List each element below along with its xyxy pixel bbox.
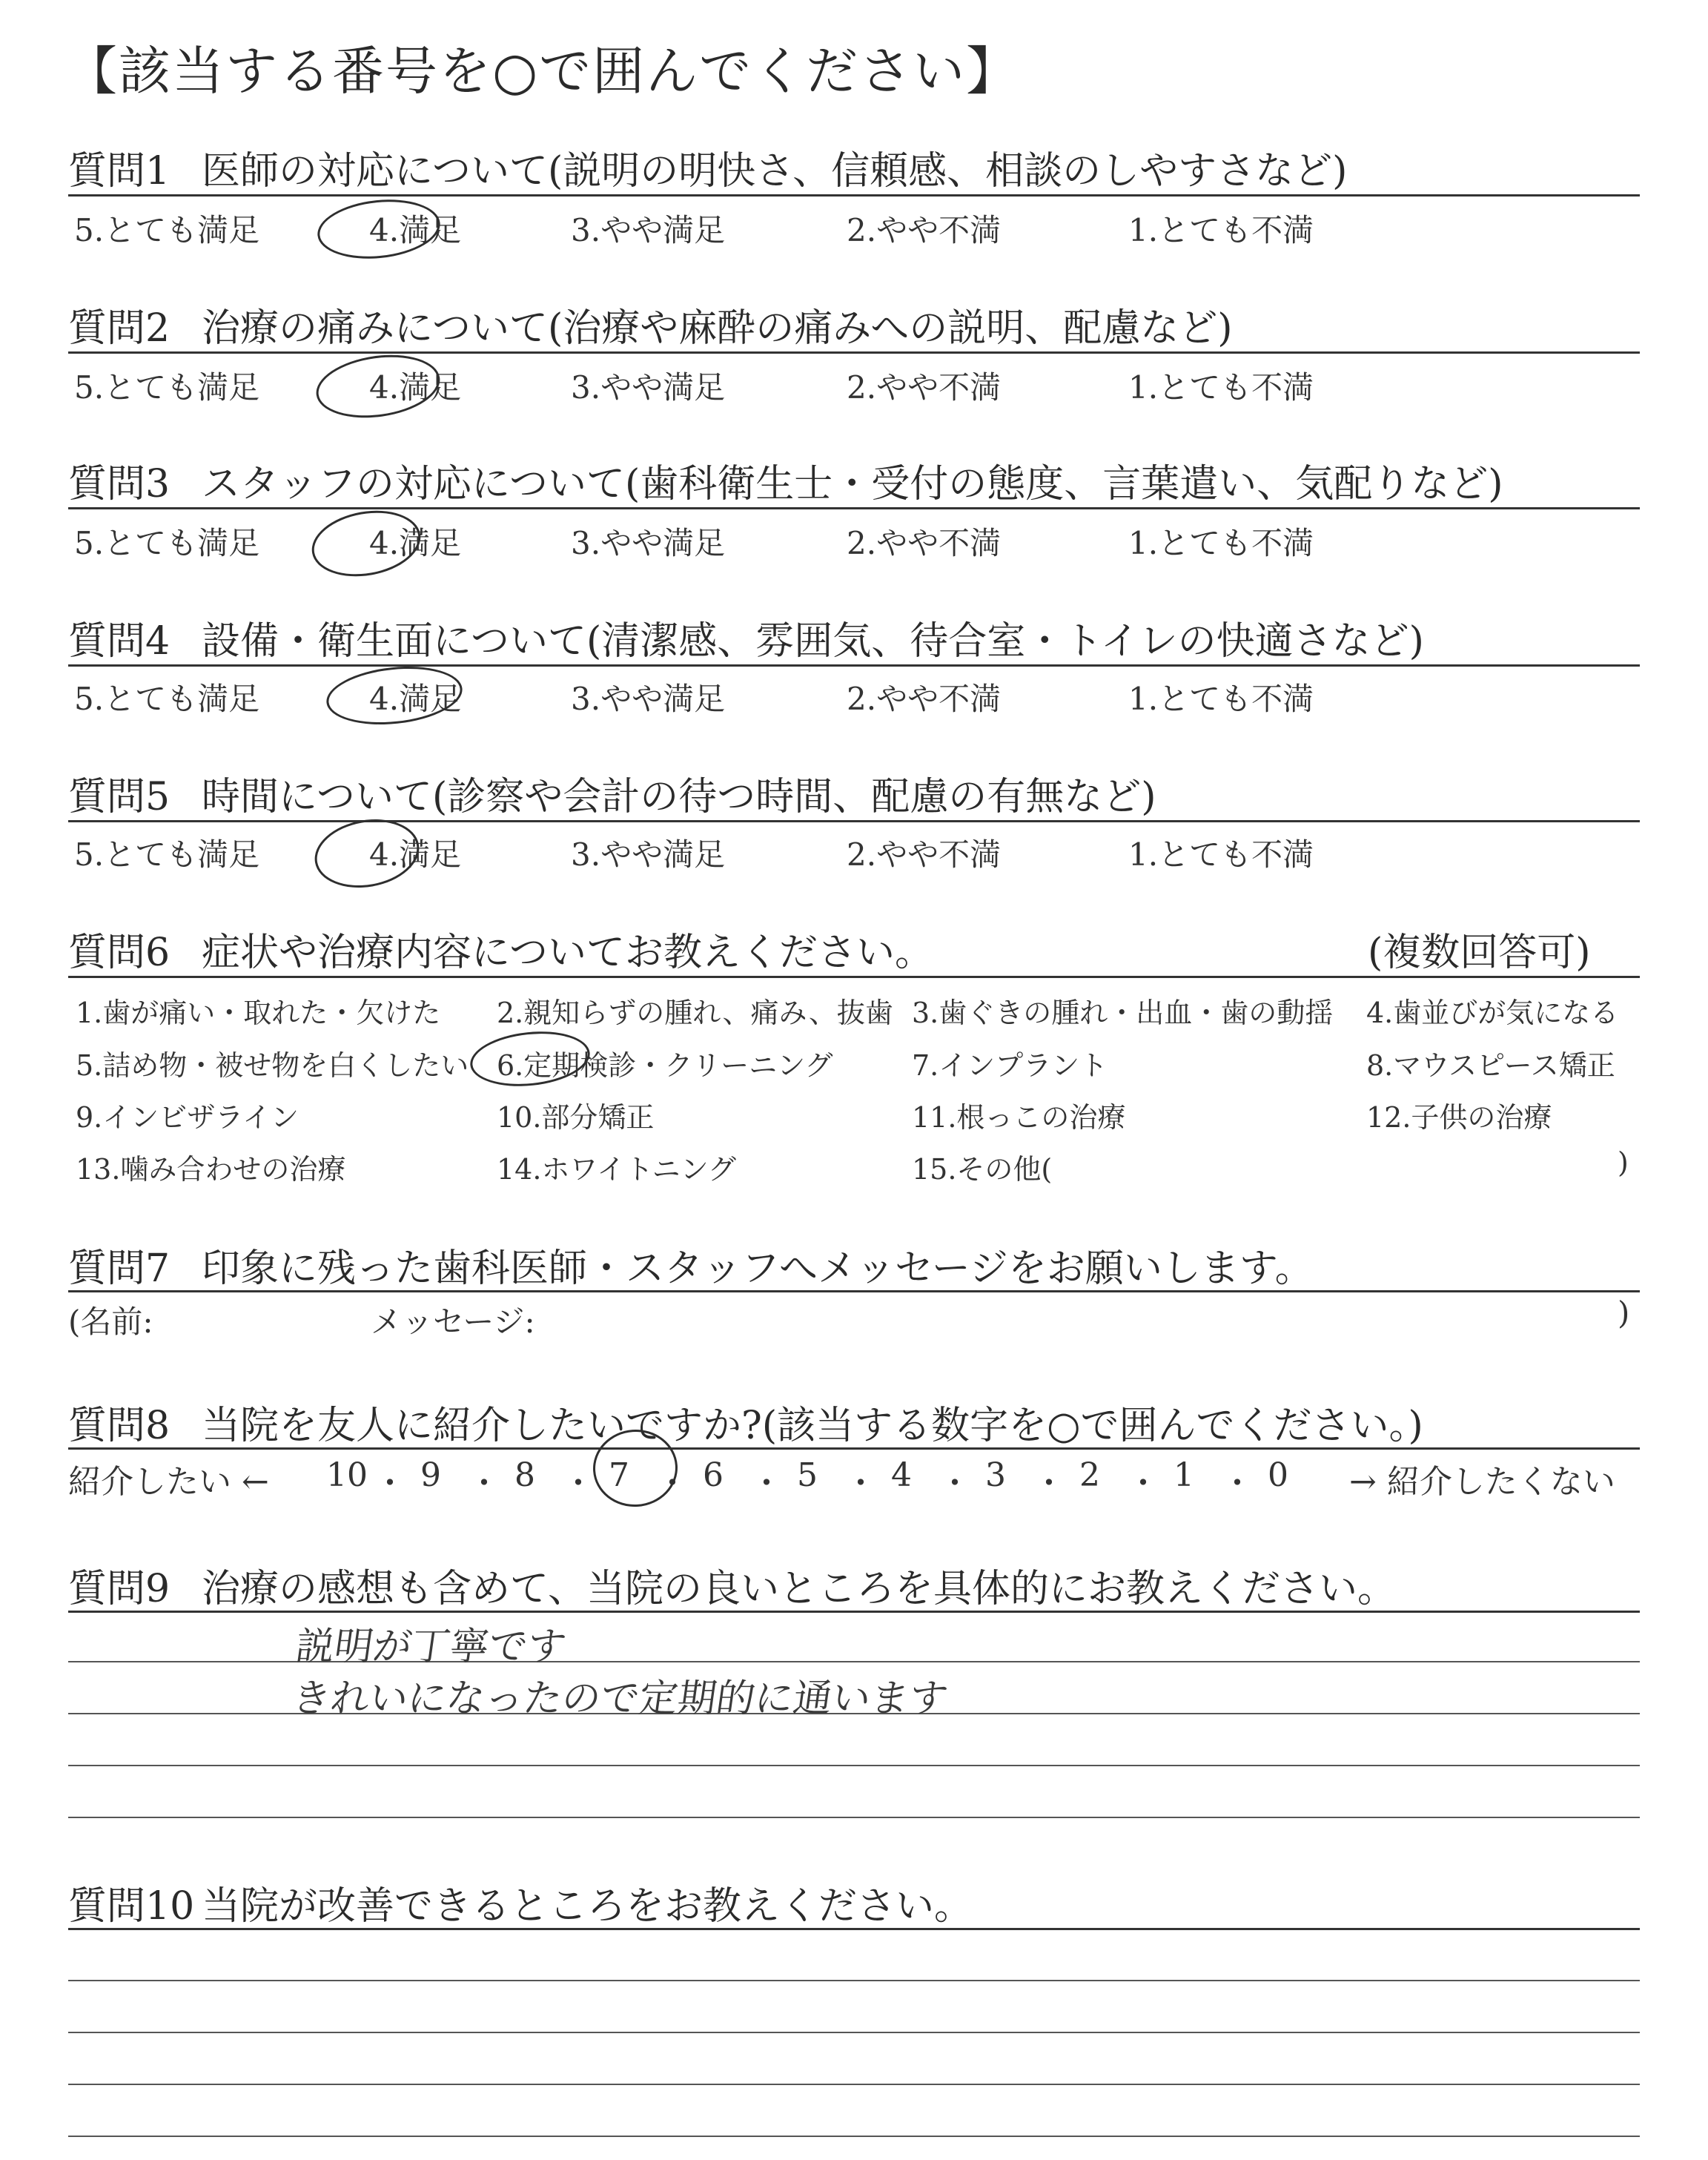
q8-scale-8[interactable]: 8: [514, 1456, 535, 1494]
question-number: 質問8: [68, 1404, 171, 1448]
question-text: 当院が改善できるところをお教えください。: [202, 1884, 973, 1929]
q8-scale-9[interactable]: 9: [420, 1456, 441, 1494]
q2-selection-circle: [312, 348, 444, 426]
answer-line: [68, 2032, 1640, 2033]
q6-option-9[interactable]: 9.インビザライン: [76, 1101, 299, 1134]
q8-right-label: → 紹介したくない: [1349, 1463, 1615, 1501]
divider: [68, 194, 1640, 196]
handwritten-answer-line-1: 説明が丁寧です: [293, 1625, 569, 1669]
q7-close-paren: ): [1618, 1295, 1630, 1331]
answer-line: [68, 1765, 1640, 1766]
divider: [68, 1447, 1640, 1450]
q4-option-5[interactable]: 5.とても満足: [74, 681, 260, 717]
q6-option-14[interactable]: 14.ホワイトニング: [497, 1153, 737, 1186]
divider: [68, 664, 1640, 667]
question-5-title: [68, 765, 1156, 821]
q6-option-4[interactable]: 4.歯並びが気になる: [1366, 997, 1619, 1029]
question-number: 質問3: [68, 462, 171, 506]
question-text: 設備・衛生面について(清潔感、雰囲気、待合室・トイレの快適さなど): [202, 619, 1424, 664]
question-text: 医師の対応について(説明の明快さ、信頼感、相談のしやすさなど): [202, 149, 1348, 194]
question-number: 質問6: [68, 931, 171, 975]
q8-scale-separator: ・: [656, 1464, 689, 1502]
divider: [68, 820, 1640, 822]
q5-selection-circle: [309, 811, 424, 895]
q3-option-4[interactable]: 4.満足: [369, 525, 462, 561]
q6-option-6[interactable]: 6.定期検診・クリーニング: [497, 1049, 833, 1082]
q1-option-5[interactable]: 5.とても満足: [74, 212, 260, 248]
question-text: 当院を友人に紹介したいですか?(該当する数字を○で囲んでください。): [202, 1404, 1423, 1448]
q3-option-1[interactable]: 1.とても不満: [1128, 525, 1314, 561]
q6-other-close-paren: ): [1618, 1146, 1629, 1179]
question-text: 時間について(診察や会計の待つ時間、配慮の有無など): [202, 775, 1156, 819]
q8-scale-separator: ・: [750, 1464, 783, 1502]
q1-option-3[interactable]: 3.やや満足: [571, 212, 726, 248]
q3-option-3[interactable]: 3.やや満足: [571, 525, 726, 561]
q6-option-12[interactable]: 12.子供の治療: [1366, 1101, 1552, 1134]
q8-scale-separator: ・: [1221, 1464, 1254, 1502]
q8-scale-separator: ・: [1033, 1464, 1065, 1502]
q8-scale-7[interactable]: 7: [609, 1456, 629, 1494]
question-number: 質問7: [68, 1246, 171, 1291]
q8-scale-3[interactable]: 3: [985, 1456, 1006, 1494]
q8-scale-6[interactable]: 6: [703, 1456, 724, 1494]
q6-option-3[interactable]: 3.歯ぐきの腫れ・出血・歯の動揺: [912, 997, 1334, 1029]
q8-scale-0[interactable]: 0: [1268, 1456, 1288, 1494]
q4-option-3[interactable]: 3.やや満足: [571, 681, 726, 717]
q8-scale-5[interactable]: 5: [797, 1456, 818, 1494]
question-6-title: [68, 921, 933, 977]
q7-message-label: メッセージ:: [371, 1304, 535, 1340]
q1-selection-circle: [314, 194, 443, 265]
question-number: 質問1: [68, 149, 171, 194]
q3-selection-circle: [307, 503, 426, 584]
q1-option-2[interactable]: 2.やや不満: [847, 212, 1002, 248]
q8-scale-separator: ・: [374, 1464, 406, 1502]
q8-scale-separator: ・: [939, 1464, 971, 1502]
q1-option-1[interactable]: 1.とても不満: [1128, 212, 1314, 248]
q5-option-1[interactable]: 1.とても不満: [1128, 836, 1314, 873]
q6-option-15[interactable]: 15.その他(: [912, 1153, 1053, 1186]
q8-scale-10[interactable]: 10: [326, 1456, 368, 1494]
q5-option-4[interactable]: 4.満足: [369, 836, 462, 873]
question-3-title: [68, 452, 1503, 508]
question-text: 治療の感想も含めて、当院の良いところを具体的にお教えください。: [202, 1567, 1396, 1611]
q3-option-2[interactable]: 2.やや不満: [847, 525, 1002, 561]
q4-option-4[interactable]: 4.満足: [369, 681, 462, 717]
q4-option-2[interactable]: 2.やや不満: [847, 681, 1002, 717]
q8-scale-separator: ・: [562, 1464, 595, 1502]
divider: [68, 351, 1640, 354]
q4-option-1[interactable]: 1.とても不満: [1128, 681, 1314, 717]
question-number: 質問5: [68, 775, 171, 819]
answer-line: [68, 1980, 1640, 1981]
q4-selection-circle: [324, 661, 466, 731]
q6-option-8[interactable]: 8.マウスピース矯正: [1366, 1049, 1615, 1082]
q6-option-1[interactable]: 1.歯が痛い・取れた・欠けた: [76, 997, 441, 1029]
question-7-title: [68, 1237, 1314, 1292]
q8-scale-separator: ・: [1127, 1464, 1159, 1502]
question-2-title: [68, 297, 1233, 352]
q2-option-2[interactable]: 2.やや不満: [847, 369, 1002, 406]
q6-option-11[interactable]: 11.根っこの治療: [912, 1101, 1126, 1134]
multiple-answers-note: (複数回答可): [1368, 931, 1591, 975]
q8-scale-4[interactable]: 4: [891, 1456, 912, 1494]
question-8-title: [68, 1394, 1423, 1450]
q8-scale-1[interactable]: 1: [1174, 1456, 1194, 1494]
q7-name-label: (名前:: [68, 1304, 153, 1340]
divider: [68, 1290, 1640, 1292]
instruction-heading: 【該当する番号を○で囲んでください】: [65, 41, 1020, 102]
q8-scale-2[interactable]: 2: [1079, 1456, 1100, 1494]
q8-scale-separator: ・: [468, 1464, 500, 1502]
q6-option-10[interactable]: 10.部分矯正: [497, 1101, 655, 1134]
q5-option-2[interactable]: 2.やや不満: [847, 836, 1002, 873]
q6-option-7[interactable]: 7.インプラント: [912, 1049, 1108, 1082]
q6-option-13[interactable]: 13.噛み合わせの治療: [76, 1153, 346, 1186]
q5-option-3[interactable]: 3.やや満足: [571, 836, 726, 873]
question-text: 症状や治療内容についてお教えください。: [202, 931, 933, 975]
q2-option-3[interactable]: 3.やや満足: [571, 369, 726, 406]
q2-option-4[interactable]: 4.満足: [369, 369, 462, 406]
q2-option-5[interactable]: 5.とても満足: [74, 369, 260, 406]
divider: [68, 976, 1640, 978]
question-10-title: [68, 1875, 973, 1930]
answer-line: [68, 2136, 1640, 2137]
question-number: 質問10: [68, 1884, 195, 1929]
question-text: 印象に残った歯科医師・スタッフへメッセージをお願いします。: [202, 1246, 1314, 1291]
q2-option-1[interactable]: 1.とても不満: [1128, 369, 1314, 406]
divider: [68, 1928, 1640, 1930]
question-text: 治療の痛みについて(治療や麻酔の痛みへの説明、配慮など): [202, 306, 1233, 351]
q6-option-2[interactable]: 2.親知らずの腫れ、痛み、抜歯: [497, 997, 893, 1029]
q8-scale-separator: ・: [844, 1464, 877, 1502]
question-4-title: [68, 610, 1424, 665]
q6-option-5[interactable]: 5.詰め物・被せ物を白くしたい: [76, 1049, 469, 1082]
divider: [68, 507, 1640, 509]
question-number: 質問9: [68, 1567, 171, 1611]
answer-line: [68, 1817, 1640, 1818]
question-number: 質問2: [68, 306, 171, 351]
question-9-title: [68, 1557, 1396, 1613]
question-1-title: [68, 139, 1347, 195]
divider: [68, 1611, 1640, 1613]
q8-left-label: 紹介したい ←: [68, 1463, 269, 1501]
q1-option-4[interactable]: 4.満足: [369, 212, 462, 248]
question-number: 質問4: [68, 619, 171, 664]
q3-option-5[interactable]: 5.とても満足: [74, 525, 260, 561]
handwritten-answer-line-2: きれいになったので定期的に通います: [289, 1677, 951, 1721]
question-text: スタッフの対応について(歯科衛生士・受付の態度、言葉遣い、気配りなど): [202, 462, 1503, 506]
q5-option-5[interactable]: 5.とても満足: [74, 836, 260, 873]
answer-line: [68, 2084, 1640, 2085]
